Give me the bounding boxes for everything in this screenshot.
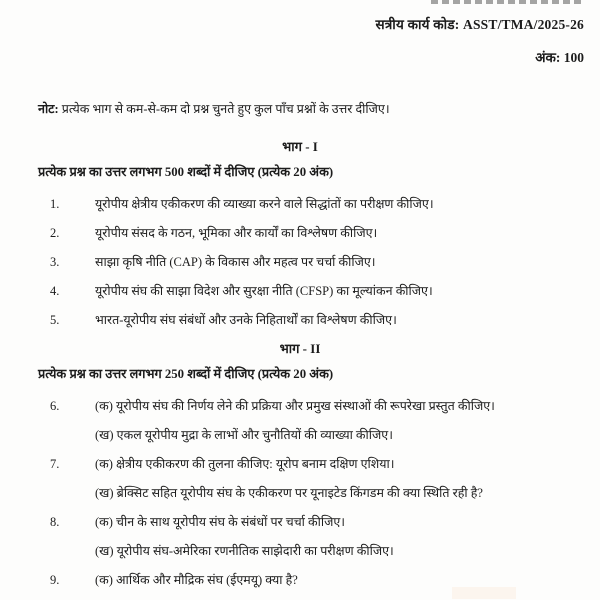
question-text: यूरोपीय संघ की साझा विदेश और सुरक्षा नीति (CFSP) का मूल्यांकन कीजिए। <box>95 284 433 298</box>
scan-smudge <box>452 587 516 599</box>
question-number: 5. <box>50 313 60 327</box>
question-text: साझा कृषि नीति (CAP) के विकास और महत्व पर चर्चा कीजिए। <box>95 255 376 269</box>
question-row <box>0 254 600 283</box>
note-label: नोट: <box>38 102 59 116</box>
question-part-a: (क) चीन के साथ यूरोपीय संघ के संबंधों पर चर्चा कीजिए। <box>95 515 346 529</box>
question-row <box>0 225 600 254</box>
cropped-text-remnant <box>431 0 583 4</box>
note-line <box>38 101 578 117</box>
section2-title: भाग - II <box>279 341 321 356</box>
question-row <box>0 283 600 312</box>
question-text: यूरोपीय संसद के गठन, भूमिका और कार्यों का विश्लेषण कीजिए। <box>95 226 378 240</box>
question-number: 1. <box>50 197 60 211</box>
question-row <box>0 485 600 514</box>
question-number: 7. <box>50 457 60 471</box>
question-part-a: (क) क्षेत्रीय एकीकरण की तुलना कीजिए: यूरोप बनाम दक्षिण एशिया। <box>95 457 395 471</box>
note-text: प्रत्येक भाग से कम-से-कम दो प्रश्न चुनते हुए कुल पाँच प्रश्नों के उत्तर दीजिए। <box>58 102 390 116</box>
question-number: 2. <box>50 226 60 240</box>
question-row <box>0 312 600 341</box>
question-row <box>0 456 600 485</box>
section1-question-list <box>0 196 600 341</box>
question-number: 4. <box>50 284 60 298</box>
question-text: यूरोपीय क्षेत्रीय एकीकरण की व्याख्या करने वाले सिद्धांतों का परीक्षण कीजिए। <box>95 197 434 211</box>
question-number: 3. <box>50 255 60 269</box>
question-number: 8. <box>50 515 60 529</box>
question-number: 9. <box>50 573 60 587</box>
assignment-code: सत्रीय कार्य कोड: ASST/TMA/2025-26 <box>375 17 584 32</box>
question-text: भारत-यूरोपीय संघ संबंधों और उनके निहितार्थों का विश्लेषण कीजिए। <box>95 313 397 327</box>
question-row <box>0 427 600 456</box>
question-number: 6. <box>50 399 60 413</box>
question-part-b: (ख) एकल यूरोपीय मुद्रा के लाभों और चुनौतियों की व्याख्या कीजिए। <box>95 428 393 442</box>
question-row <box>0 196 600 225</box>
section1-title: भाग - I <box>282 139 318 154</box>
question-part-b: (ख) ब्रेक्सिट सहित यूरोपीय संघ के एकीकरण पर यूनाइटेड किंगडम की क्या स्थिति रही है? <box>95 486 483 500</box>
question-row <box>0 514 600 543</box>
question-part-a: (क) यूरोपीय संघ की निर्णय लेने की प्रक्रिया और प्रमुख संस्थाओं की रूपरेखा प्रस्तुत कीजिए। <box>95 399 495 413</box>
question-row <box>0 543 600 572</box>
section2-instruction: प्रत्येक प्रश्न का उत्तर लगभग 250 शब्दों में दीजिए (प्रत्येक 20 अंक) <box>38 367 334 381</box>
question-part-b: (ख) यूरोपीय संघ-अमेरिका रणनीतिक साझेदारी का परीक्षण कीजिए। <box>95 544 394 558</box>
marks-label: अंक: 100 <box>535 50 584 65</box>
section2-question-list <box>0 398 600 600</box>
question-part-a: (क) आर्थिक और मौद्रिक संघ (ईएमयू) क्या है? <box>95 573 298 587</box>
question-row <box>0 398 600 427</box>
section1-instruction: प्रत्येक प्रश्न का उत्तर लगभग 500 शब्दों में दीजिए (प्रत्येक 20 अंक) <box>38 165 334 179</box>
